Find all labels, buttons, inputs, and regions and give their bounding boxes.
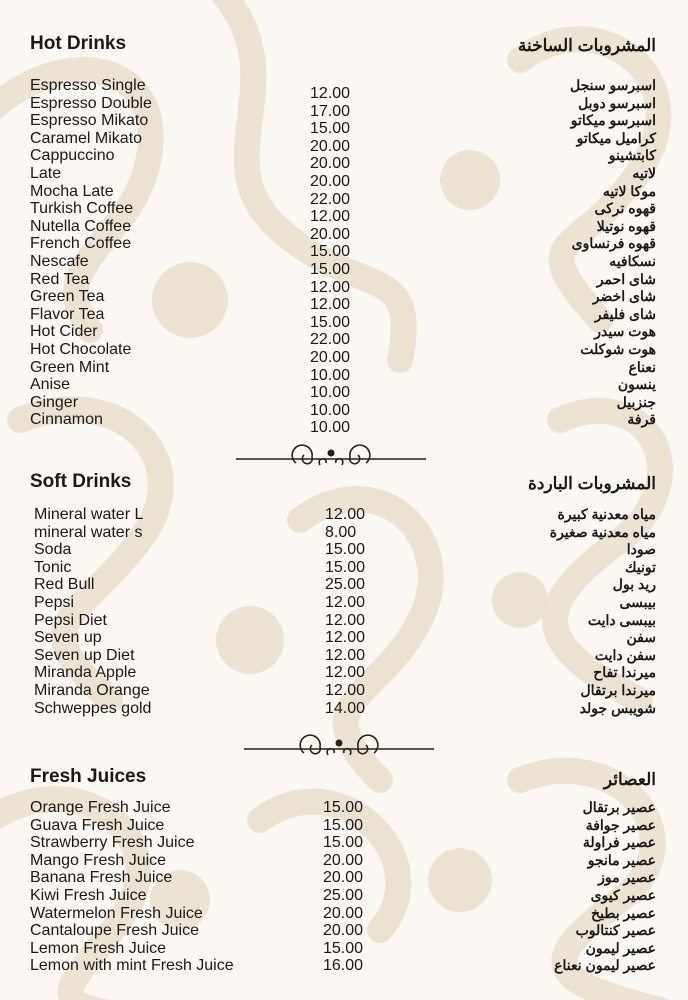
item-name-arabic: عصير ليمون نعناع bbox=[554, 957, 656, 974]
item-price: 10.00 bbox=[310, 419, 351, 437]
section-title-arabic: العصائر bbox=[603, 770, 656, 789]
menu-item-row bbox=[0, 541, 688, 559]
item-price: 15.00 bbox=[310, 120, 351, 138]
item-price: 12.00 bbox=[325, 629, 366, 647]
item-name-arabic: شاى اخضر bbox=[592, 288, 656, 305]
menu-item-row bbox=[0, 393, 688, 419]
menu-item-row bbox=[0, 905, 688, 923]
item-price: 17.00 bbox=[310, 102, 351, 120]
item-price: 22.00 bbox=[310, 331, 351, 349]
menu-item-row bbox=[0, 253, 688, 278]
item-name-english: Espresso Single bbox=[30, 77, 146, 94]
menu-item-row bbox=[0, 799, 688, 817]
menu-item-row bbox=[0, 594, 688, 612]
item-name-english: mineral water s bbox=[34, 523, 143, 541]
item-price: 15.00 bbox=[310, 261, 351, 278]
item-name-arabic: نعناع bbox=[628, 358, 656, 375]
item-price: 12.00 bbox=[310, 208, 351, 226]
item-price: 20.00 bbox=[323, 922, 364, 940]
item-name-english: Tonic bbox=[34, 558, 72, 576]
item-name-arabic: تونيك bbox=[624, 558, 656, 575]
menu-item-row bbox=[0, 940, 688, 958]
item-name-arabic: عصير بطيخ bbox=[591, 904, 656, 921]
item-name-arabic: عصير فراولة bbox=[582, 834, 656, 851]
menu-item-row bbox=[0, 957, 688, 975]
menu-item-row bbox=[0, 411, 688, 437]
menu-item-row bbox=[0, 834, 688, 852]
ornamental-divider bbox=[244, 733, 434, 763]
item-price: 15.00 bbox=[323, 834, 364, 852]
item-name-arabic: ميرندا برتقال bbox=[580, 682, 656, 698]
section-title-english: Soft Drinks bbox=[30, 471, 132, 492]
item-name-arabic: كراميل ميكاتو bbox=[576, 129, 656, 146]
item-price: 20.00 bbox=[323, 904, 364, 922]
menu-item-row bbox=[0, 869, 688, 887]
item-price: 22.00 bbox=[310, 190, 351, 208]
item-price: 25.00 bbox=[325, 576, 366, 594]
item-name-arabic: شويبس جولد bbox=[579, 699, 656, 716]
item-name-english: Banana Fresh Juice bbox=[30, 869, 173, 887]
item-name-english: Guava Fresh Juice bbox=[30, 816, 165, 834]
item-name-arabic: عصير ليمون bbox=[585, 939, 656, 956]
item-name-arabic: مياه معدنية صغيرة bbox=[549, 523, 656, 540]
item-name-arabic: عصير برتقال bbox=[582, 799, 656, 815]
item-name-english: Red Bull bbox=[34, 576, 95, 594]
menu-item-row bbox=[0, 524, 688, 542]
item-name-arabic: بيبسى bbox=[619, 594, 656, 610]
menu-item-row bbox=[0, 165, 688, 190]
menu-item-row bbox=[0, 664, 688, 682]
item-name-arabic: قهوه فرنساوى bbox=[571, 235, 656, 252]
item-price: 12.00 bbox=[325, 664, 366, 682]
item-name-english: Anise bbox=[30, 376, 71, 394]
menu-item-row bbox=[0, 341, 688, 366]
item-name-arabic: ينسون bbox=[617, 376, 656, 393]
item-name-arabic: نسكافيه bbox=[609, 253, 656, 269]
item-price: 12.00 bbox=[310, 85, 351, 102]
item-name-english: Mineral water L bbox=[34, 506, 144, 523]
menu-item-row bbox=[0, 612, 688, 630]
item-name-english: Pepsi Diet bbox=[34, 611, 107, 629]
item-name-english: Espresso Mikato bbox=[30, 112, 149, 130]
item-price: 10.00 bbox=[310, 401, 351, 419]
menu-item-row bbox=[0, 700, 688, 718]
item-name-english: Schweppes gold bbox=[34, 699, 152, 717]
item-name-arabic: قرفة bbox=[627, 411, 656, 428]
item-name-english: Pepsi bbox=[34, 594, 75, 611]
item-price: 12.00 bbox=[310, 296, 351, 314]
item-name-arabic: اسبرسو سنجل bbox=[569, 77, 656, 93]
menu-item-row bbox=[0, 182, 688, 208]
item-price: 12.00 bbox=[325, 611, 366, 629]
item-name-english: Flavor Tea bbox=[30, 305, 105, 323]
item-name-arabic: قهوه تركى bbox=[594, 200, 656, 217]
item-price: 14.00 bbox=[325, 699, 366, 717]
item-name-arabic: سفن bbox=[626, 629, 656, 646]
item-name-arabic: عصير جوافة bbox=[585, 816, 656, 833]
ornamental-divider bbox=[236, 443, 426, 473]
item-price: 12.00 bbox=[325, 506, 366, 523]
item-name-arabic: ميرندا تفاح bbox=[593, 664, 656, 681]
item-name-english: Seven up bbox=[34, 629, 102, 647]
item-name-english: Red Tea bbox=[30, 270, 90, 288]
menu-item-row bbox=[0, 358, 688, 384]
item-name-english: Hot Chocolate bbox=[30, 341, 132, 358]
item-name-arabic: سفن دايت bbox=[594, 646, 656, 663]
item-price: 20.00 bbox=[310, 137, 351, 155]
item-name-english: Soda bbox=[34, 541, 72, 559]
item-name-english: Late bbox=[30, 165, 62, 182]
item-name-english: Green Mint bbox=[30, 358, 110, 376]
menu-item-row bbox=[0, 576, 688, 594]
item-name-arabic: شاى فليفر bbox=[594, 305, 656, 322]
item-name-arabic: هوت شوكلت bbox=[580, 341, 656, 357]
item-price: 8.00 bbox=[325, 523, 357, 541]
menu-item-row bbox=[0, 852, 688, 870]
item-name-english: Watermelon Fresh Juice bbox=[30, 904, 203, 922]
menu-item-row bbox=[0, 682, 688, 700]
item-name-english: Green Tea bbox=[30, 288, 105, 306]
item-price: 15.00 bbox=[325, 558, 366, 576]
item-name-english: Lemon Fresh Juice bbox=[30, 939, 167, 957]
item-price: 20.00 bbox=[323, 869, 364, 887]
section-title-arabic: المشروبات الساخنة bbox=[517, 36, 656, 55]
item-name-english: Caramel Mikato bbox=[30, 129, 143, 147]
item-price: 20.00 bbox=[310, 349, 351, 366]
menu-item-row bbox=[0, 629, 688, 647]
item-price: 15.00 bbox=[310, 243, 351, 261]
item-name-arabic: لاتيه bbox=[632, 165, 656, 181]
item-name-english: French Coffee bbox=[30, 235, 132, 253]
item-price: 20.00 bbox=[310, 173, 351, 190]
item-name-english: Seven up Diet bbox=[34, 646, 135, 664]
item-name-english: Miranda Orange bbox=[34, 682, 150, 699]
item-name-english: Hot Cider bbox=[30, 323, 98, 341]
menu-item-row bbox=[0, 647, 688, 665]
item-name-english: Nescafe bbox=[30, 253, 89, 270]
item-name-arabic: عصير كيوى bbox=[590, 887, 656, 903]
item-name-english: Ginger bbox=[30, 393, 79, 411]
item-name-arabic: ريد بول bbox=[612, 576, 656, 593]
item-name-english: Kiwi Fresh Juice bbox=[30, 887, 147, 904]
item-name-arabic: اسبرسو دوبل bbox=[578, 94, 656, 111]
item-name-english: Orange Fresh Juice bbox=[30, 799, 171, 816]
item-price: 20.00 bbox=[310, 155, 351, 173]
item-name-english: Espresso Double bbox=[30, 94, 152, 112]
section-title-arabic: المشروبات الباردة bbox=[527, 474, 656, 493]
item-name-arabic: كابتشينو bbox=[608, 147, 656, 164]
item-price: 15.00 bbox=[323, 939, 364, 957]
menu-item-row bbox=[0, 94, 688, 120]
section-title-english: Hot Drinks bbox=[30, 33, 127, 54]
item-name-english: Mocha Late bbox=[30, 182, 114, 200]
item-price: 20.00 bbox=[323, 851, 364, 869]
section-title-english: Fresh Juices bbox=[30, 766, 147, 787]
item-price: 25.00 bbox=[323, 887, 364, 904]
item-name-arabic: هوت سيدر bbox=[594, 323, 656, 340]
item-price: 10.00 bbox=[310, 384, 351, 402]
item-name-english: Turkish Coffee bbox=[30, 200, 134, 218]
item-price: 16.00 bbox=[323, 957, 364, 975]
item-name-arabic: موكا لاتيه bbox=[602, 182, 656, 199]
item-name-english: Mango Fresh Juice bbox=[30, 851, 167, 869]
item-name-arabic: صودا bbox=[626, 541, 656, 558]
item-price: 12.00 bbox=[325, 682, 366, 699]
menu-item-row bbox=[0, 506, 688, 524]
item-name-english: Nutella Coffee bbox=[30, 217, 132, 235]
item-name-arabic: عصير كنتالوب bbox=[575, 922, 656, 939]
item-name-english: Cinnamon bbox=[30, 411, 103, 429]
item-name-english: Cappuccino bbox=[30, 147, 115, 165]
item-name-english: Cantaloupe Fresh Juice bbox=[30, 922, 199, 940]
item-price: 20.00 bbox=[310, 225, 351, 243]
item-name-english: Lemon with mint Fresh Juice bbox=[30, 957, 234, 975]
item-price: 15.00 bbox=[323, 799, 364, 816]
menu-item-row bbox=[0, 922, 688, 940]
item-price: 12.00 bbox=[310, 278, 351, 296]
item-price: 15.00 bbox=[325, 541, 366, 559]
menu-item-row bbox=[0, 817, 688, 835]
item-price: 15.00 bbox=[323, 816, 364, 834]
item-name-english: Miranda Apple bbox=[34, 664, 137, 682]
item-name-arabic: عصير موز bbox=[598, 869, 656, 886]
item-name-arabic: بيبسى دايت bbox=[587, 611, 656, 628]
menu-item-row bbox=[0, 887, 688, 905]
menu-item-row bbox=[0, 77, 688, 102]
item-price: 10.00 bbox=[310, 366, 351, 384]
item-name-arabic: عصير مانجو bbox=[587, 851, 656, 868]
item-name-arabic: جنزبيل bbox=[616, 393, 656, 410]
item-name-arabic: قهوه نوتيلا bbox=[596, 217, 656, 234]
item-price: 12.00 bbox=[325, 594, 366, 611]
item-name-arabic: مياه معدنية كبيرة bbox=[557, 506, 656, 522]
menu-item-row bbox=[0, 270, 688, 296]
item-price: 12.00 bbox=[325, 646, 366, 664]
item-name-arabic: شاى احمر bbox=[596, 270, 656, 287]
item-price: 15.00 bbox=[310, 313, 351, 331]
item-name-english: Strawberry Fresh Juice bbox=[30, 834, 195, 852]
item-name-arabic: اسبرسو ميكاتو bbox=[570, 112, 656, 129]
menu-item-row bbox=[0, 559, 688, 577]
